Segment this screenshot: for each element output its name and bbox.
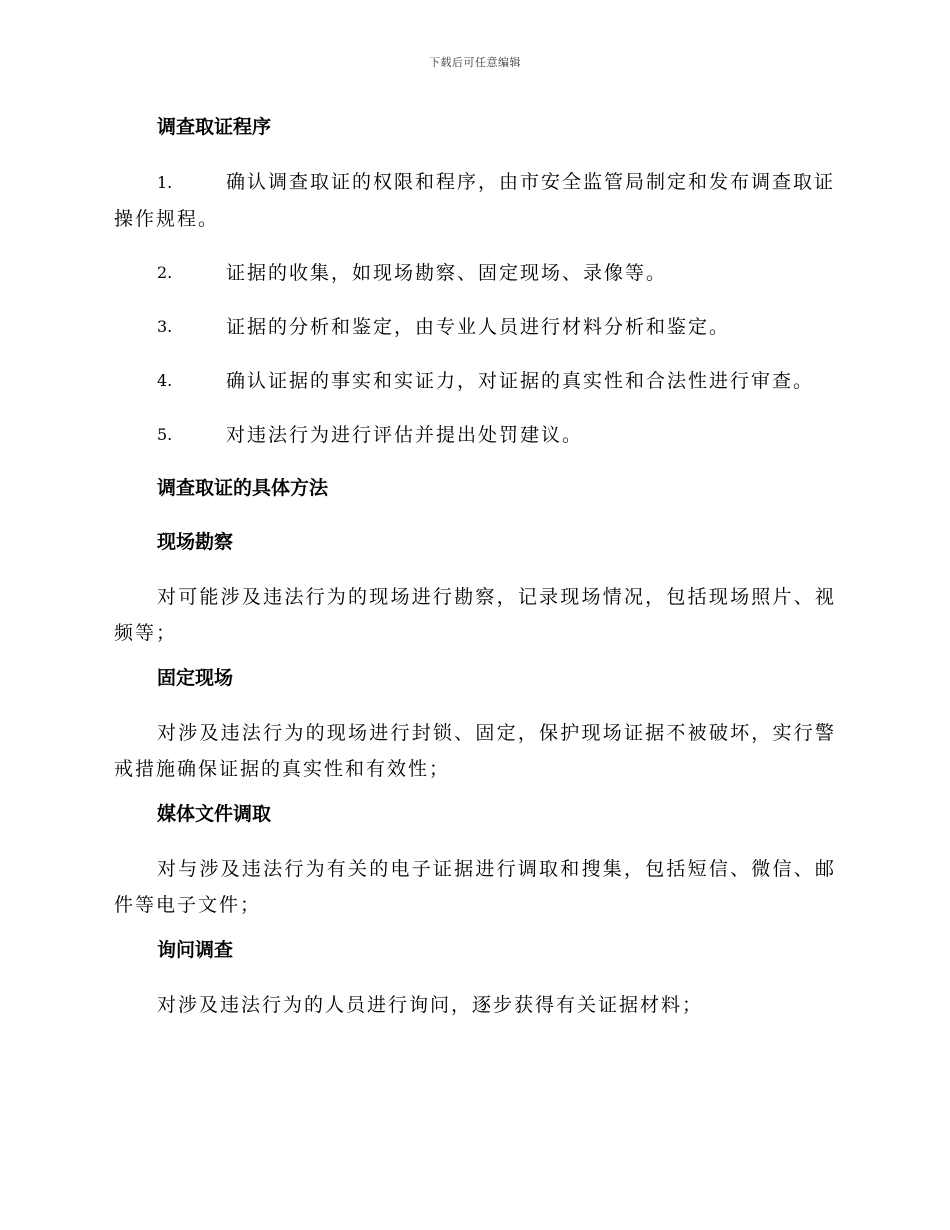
section-heading-procedure: 调查取证程序 [157, 116, 272, 138]
list-item-text: 证据的分析和鉴定，由专业人员进行材料分析和鉴定。 [226, 316, 731, 338]
list-item [114, 255, 836, 291]
method-title: 现场勘察 [157, 531, 234, 553]
list-item-number: 3. [157, 317, 173, 336]
list-item-text: 证据的收集，如现场勘察、固定现场、录像等。 [226, 262, 668, 284]
list-item-text: 确认调查取证的权限和程序，由市安全监管局制定和发布调查取证操作规程。 [114, 171, 836, 230]
section-heading-methods: 调查取证的具体方法 [157, 477, 329, 499]
list-item [114, 363, 836, 399]
page-header: 下载后可任意编辑 [429, 56, 521, 69]
list-item-number: 1. [157, 173, 173, 192]
list-item [114, 417, 836, 453]
method-title: 固定现场 [157, 667, 234, 689]
method-title: 媒体文件调取 [157, 803, 272, 825]
method-paragraph: 对涉及违法行为的人员进行询问，逐步获得有关证据材料； [157, 994, 704, 1016]
method-paragraph: 对涉及违法行为的现场进行封锁、固定，保护现场证据不被破坏，实行警戒措施确保证据的真实性和有效性； [114, 722, 836, 780]
list-item [114, 164, 836, 237]
list-item-number: 4. [157, 371, 173, 390]
list-item [114, 309, 836, 345]
method-paragraph: 对可能涉及违法行为的现场进行勘察，记录现场情况，包括现场照片、视频等； [114, 586, 836, 644]
list-item-number: 5. [157, 425, 173, 444]
list-item-text: 确认证据的事实和实证力，对证据的真实性和合法性进行审查。 [226, 370, 815, 392]
document-body [114, 110, 836, 1033]
method-paragraph: 对与涉及违法行为有关的电子证据进行调取和搜集，包括短信、微信、邮件等电子文件； [114, 858, 836, 916]
method-title: 询问调查 [157, 939, 234, 961]
list-item-number: 2. [157, 263, 173, 282]
list-item-text: 对违法行为进行评估并提出处罚建议。 [226, 424, 584, 446]
